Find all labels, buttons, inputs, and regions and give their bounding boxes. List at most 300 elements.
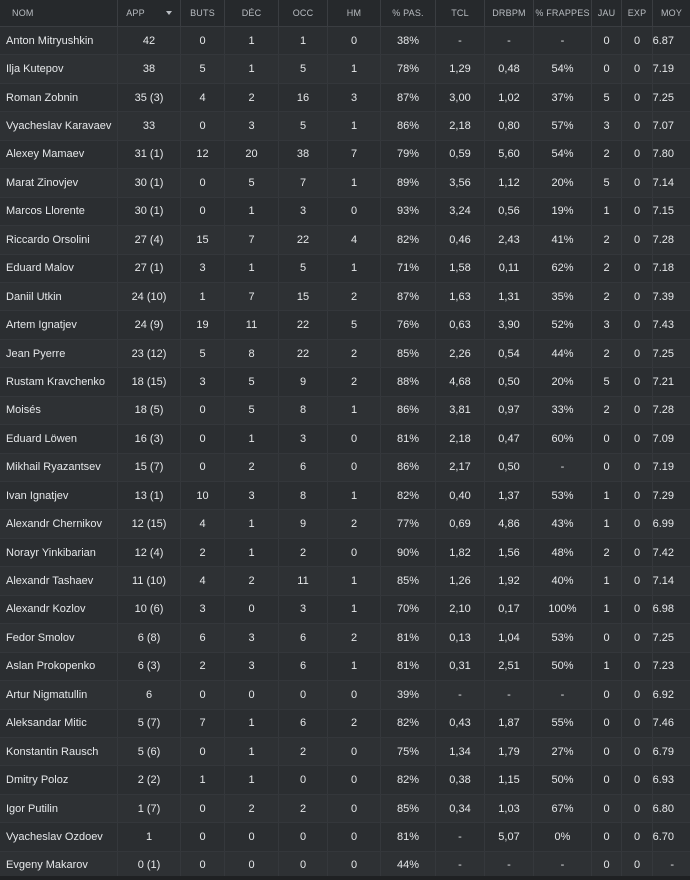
cell-yellow-cards: 5 [592,169,622,196]
cell-red-cards: 0 [622,340,653,367]
cell-tackles: 2,18 [436,425,485,452]
table-row[interactable] [0,397,690,425]
cell-goals: 0 [181,169,225,196]
cell-chances: 22 [279,226,328,253]
cell-motm: 1 [328,653,381,680]
cell-assists: 8 [225,340,279,367]
cell-chances: 9 [279,368,328,395]
cell-dribbles: 1,03 [485,795,534,822]
cell-red-cards: 0 [622,681,653,708]
table-row[interactable] [0,112,690,140]
cell-red-cards: 0 [622,198,653,225]
cell-motm: 1 [328,596,381,623]
cell-tackles: 0,38 [436,766,485,793]
cell-dribbles: 5,07 [485,823,534,850]
table-row[interactable] [0,653,690,681]
cell-assists: 0 [225,852,279,879]
cell-dribbles: 1,56 [485,539,534,566]
cell-red-cards: 0 [622,283,653,310]
column-header-app[interactable] [118,0,181,26]
cell-avg-rating: 7.39 [653,290,674,303]
cell-yellow-cards: 5 [592,84,622,111]
cell-dribbles: 1,37 [485,482,534,509]
cell-avg-rating: 7.18 [653,262,674,275]
column-header-assists[interactable] [225,0,279,26]
table-row[interactable] [0,27,690,55]
cell-app: 27 (4) [118,226,181,253]
cell-pass-pct: 81% [381,653,436,680]
cell-motm: 2 [328,368,381,395]
cell-tackles: 0,31 [436,653,485,680]
cell-yellow-cards: 0 [592,852,622,879]
cell-yellow-cards: 0 [592,425,622,452]
cell-app: 31 (1) [118,141,181,168]
table-row[interactable] [0,738,690,766]
cell-dribbles: 0,97 [485,397,534,424]
cell-avg-rating: 7.28 [653,233,674,246]
cell-motm: 0 [328,738,381,765]
cell-assists: 2 [225,84,279,111]
cell-name[interactable]: Fedor Smolov [0,624,118,651]
cell-tackles: 0,59 [436,141,485,168]
cell-shots-on-target-pct: - [534,454,592,481]
cell-name[interactable]: Eduard Malov [0,255,118,282]
column-header-label: % PAS. [392,8,424,18]
cell-name[interactable]: Alexandr Kozlov [0,596,118,623]
cell-app: 24 (10) [118,283,181,310]
table-row[interactable] [0,311,690,339]
cell-shots-on-target-pct: 43% [534,510,592,537]
cell-red-cards: 0 [622,84,653,111]
cell-shots-on-target-pct: 20% [534,368,592,395]
cell-chances: 0 [279,766,328,793]
cell-name[interactable]: Artur Nigmatullin [0,681,118,708]
cell-yellow-cards: 2 [592,226,622,253]
cell-tackles: 0,69 [436,510,485,537]
cell-tackles: - [436,681,485,708]
cell-dribbles: 0,17 [485,596,534,623]
cell-dribbles: - [485,681,534,708]
cell-name[interactable]: Marcos Llorente [0,198,118,225]
cell-app: 6 (3) [118,653,181,680]
cell-avg-rating: 7.43 [653,319,674,332]
cell-red-cards: 0 [622,141,653,168]
cell-avg-rating: 7.07 [653,120,674,133]
cell-goals: 0 [181,454,225,481]
cell-name[interactable]: Ivan Ignatjev [0,482,118,509]
column-header-pass-pct[interactable] [381,0,436,26]
cell-pass-pct: 87% [381,283,436,310]
table-row[interactable] [0,454,690,482]
cell-yellow-cards: 1 [592,596,622,623]
column-header-goals[interactable] [181,0,225,26]
cell-dribbles: 2,43 [485,226,534,253]
table-row[interactable] [0,766,690,794]
table-row[interactable] [0,681,690,709]
cell-name[interactable]: Konstantin Rausch [0,738,118,765]
cell-pass-pct: 79% [381,141,436,168]
cell-avg-rating: 7.25 [653,91,674,104]
cell-chances: 8 [279,397,328,424]
cell-assists: 5 [225,169,279,196]
cell-yellow-cards: 2 [592,539,622,566]
cell-name[interactable]: Moisés [0,397,118,424]
cell-avg-rating: 6.87 [653,34,674,47]
cell-name[interactable]: Norayr Yinkibarian [0,539,118,566]
cell-avg-rating: 7.14 [653,575,674,588]
cell-motm: 5 [328,311,381,338]
column-header-tackles[interactable] [436,0,485,26]
cell-assists: 3 [225,482,279,509]
cell-dribbles: 3,90 [485,311,534,338]
cell-yellow-cards: 0 [592,454,622,481]
cell-yellow-cards: 2 [592,141,622,168]
cell-yellow-cards: 1 [592,567,622,594]
column-header-red-cards[interactable] [622,0,653,26]
cell-assists: 5 [225,368,279,395]
cell-name[interactable]: Ilja Kutepov [0,55,118,82]
column-header-label: HM [346,8,362,18]
cell-dribbles: 0,11 [485,255,534,282]
cell-app: 23 (12) [118,340,181,367]
cell-name[interactable]: Vyacheslav Ozdoev [0,823,118,850]
cell-pass-pct: 81% [381,425,436,452]
cell-shots-on-target-pct: 50% [534,766,592,793]
cell-yellow-cards: 0 [592,55,622,82]
table-row[interactable] [0,624,690,652]
table-row[interactable] [0,425,690,453]
table-row[interactable] [0,539,690,567]
cell-motm: 2 [328,510,381,537]
cell-name[interactable]: Aslan Prokopenko [0,653,118,680]
cell-pass-pct: 82% [381,710,436,737]
cell-tackles: 0,13 [436,624,485,651]
column-header-label: % FRAPPES [535,8,590,18]
cell-app: 38 [118,55,181,82]
table-row[interactable] [0,84,690,112]
cell-tackles: 2,18 [436,112,485,139]
column-header-label: EXP [627,8,647,18]
cell-name[interactable]: Alexey Mamaev [0,141,118,168]
cell-assists: 1 [225,766,279,793]
cell-avg-rating: 7.09 [653,432,674,445]
cell-avg-rating: 7.19 [653,461,674,474]
cell-motm: 0 [328,425,381,452]
cell-pass-pct: 82% [381,226,436,253]
cell-assists: 0 [225,596,279,623]
cell-assists: 7 [225,283,279,310]
cell-name[interactable]: Aleksandar Mitic [0,710,118,737]
table-row[interactable] [0,795,690,823]
cell-shots-on-target-pct: - [534,852,592,879]
cell-tackles: 2,10 [436,596,485,623]
cell-yellow-cards: 1 [592,198,622,225]
cell-avg-rating: 6.98 [653,603,674,616]
cell-avg-rating: 7.21 [653,375,674,388]
cell-goals: 2 [181,539,225,566]
table-body [0,27,690,880]
cell-app: 12 (4) [118,539,181,566]
cell-chances: 3 [279,425,328,452]
cell-pass-pct: 81% [381,823,436,850]
cell-app: 35 (3) [118,84,181,111]
cell-name[interactable]: Marat Zinovjev [0,169,118,196]
cell-red-cards: 0 [622,112,653,139]
table-row[interactable] [0,169,690,197]
column-header-label: APP [126,8,145,18]
cell-pass-pct: 39% [381,681,436,708]
cell-motm: 1 [328,169,381,196]
column-header-label: TCL [451,8,469,18]
table-bottom-edge [0,876,690,880]
cell-goals: 1 [181,283,225,310]
cell-motm: 2 [328,710,381,737]
cell-shots-on-target-pct: - [534,27,592,54]
cell-goals: 4 [181,84,225,111]
table-row[interactable] [0,283,690,311]
cell-dribbles: 1,04 [485,624,534,651]
cell-name[interactable]: Riccardo Orsolini [0,226,118,253]
cell-red-cards: 0 [622,567,653,594]
cell-goals: 0 [181,112,225,139]
cell-pass-pct: 85% [381,795,436,822]
cell-app: 10 (6) [118,596,181,623]
cell-goals: 5 [181,340,225,367]
cell-red-cards: 0 [622,710,653,737]
cell-yellow-cards: 1 [592,510,622,537]
cell-shots-on-target-pct: 35% [534,283,592,310]
table-row[interactable] [0,55,690,83]
cell-avg-rating: 7.80 [653,148,674,161]
cell-yellow-cards: 0 [592,795,622,822]
cell-name[interactable]: Alexandr Chernikov [0,510,118,537]
cell-avg-rating: 6.70 [653,830,674,843]
cell-name[interactable]: Eduard Löwen [0,425,118,452]
cell-pass-pct: 75% [381,738,436,765]
cell-red-cards: 0 [622,482,653,509]
table-row[interactable] [0,510,690,538]
cell-avg-rating: 7.29 [653,489,674,502]
cell-red-cards: 0 [622,852,653,879]
column-header-avg-rating[interactable] [653,0,690,26]
cell-goals: 15 [181,226,225,253]
cell-shots-on-target-pct: 100% [534,596,592,623]
cell-name[interactable]: Anton Mitryushkin [0,27,118,54]
cell-goals: 3 [181,368,225,395]
cell-motm: 2 [328,340,381,367]
cell-avg-rating: 6.93 [653,774,674,787]
cell-motm: 3 [328,84,381,111]
cell-shots-on-target-pct: 27% [534,738,592,765]
cell-dribbles: 4,86 [485,510,534,537]
cell-chances: 0 [279,823,328,850]
cell-app: 42 [118,27,181,54]
cell-goals: 0 [181,27,225,54]
cell-motm: 0 [328,27,381,54]
cell-chances: 2 [279,738,328,765]
cell-dribbles: 1,31 [485,283,534,310]
table-row[interactable] [0,823,690,851]
cell-yellow-cards: 1 [592,653,622,680]
cell-chances: 2 [279,795,328,822]
table-row[interactable] [0,255,690,283]
cell-assists: 1 [225,539,279,566]
cell-pass-pct: 85% [381,567,436,594]
cell-yellow-cards: 2 [592,255,622,282]
table-row[interactable] [0,340,690,368]
table-row[interactable] [0,141,690,169]
cell-shots-on-target-pct: 67% [534,795,592,822]
cell-tackles: 1,63 [436,283,485,310]
cell-tackles: - [436,823,485,850]
cell-motm: 0 [328,852,381,879]
cell-red-cards: 0 [622,795,653,822]
cell-app: 13 (1) [118,482,181,509]
cell-shots-on-target-pct: 0% [534,823,592,850]
cell-name[interactable]: Mikhail Ryazantsev [0,454,118,481]
cell-app: 24 (9) [118,311,181,338]
cell-name[interactable]: Alexandr Tashaev [0,567,118,594]
cell-chances: 38 [279,141,328,168]
cell-tackles: 1,58 [436,255,485,282]
column-header-shots-on-target-pct[interactable] [534,0,592,26]
cell-dribbles: 1,02 [485,84,534,111]
table-row[interactable] [0,567,690,595]
cell-name[interactable]: Igor Putilin [0,795,118,822]
cell-name[interactable]: Dmitry Poloz [0,766,118,793]
column-header-chances[interactable] [279,0,328,26]
cell-app: 5 (6) [118,738,181,765]
cell-dribbles: 0,48 [485,55,534,82]
cell-goals: 12 [181,141,225,168]
cell-name[interactable]: Daniil Utkin [0,283,118,310]
cell-chances: 0 [279,681,328,708]
table-row[interactable] [0,482,690,510]
cell-shots-on-target-pct: 57% [534,112,592,139]
cell-avg-rating: 6.80 [653,802,674,815]
cell-dribbles: - [485,852,534,879]
cell-red-cards: 0 [622,624,653,651]
cell-chances: 6 [279,624,328,651]
table-row[interactable] [0,226,690,254]
cell-chances: 3 [279,596,328,623]
cell-tackles: 0,40 [436,482,485,509]
cell-shots-on-target-pct: 53% [534,482,592,509]
cell-assists: 1 [225,510,279,537]
cell-goals: 2 [181,653,225,680]
cell-assists: 2 [225,795,279,822]
cell-name[interactable]: Roman Zobnin [0,84,118,111]
cell-name[interactable]: Evgeny Makarov [0,852,118,879]
cell-assists: 1 [225,710,279,737]
cell-tackles: 0,34 [436,795,485,822]
cell-motm: 1 [328,482,381,509]
column-header-yellow-cards[interactable] [592,0,622,26]
cell-tackles: 1,82 [436,539,485,566]
cell-tackles: 3,81 [436,397,485,424]
cell-chances: 1 [279,27,328,54]
cell-motm: 0 [328,198,381,225]
cell-motm: 2 [328,624,381,651]
cell-name[interactable]: Jean Pyerre [0,340,118,367]
cell-dribbles: - [485,27,534,54]
cell-assists: 1 [225,27,279,54]
cell-app: 30 (1) [118,169,181,196]
cell-shots-on-target-pct: 33% [534,397,592,424]
column-header-name[interactable] [0,0,118,26]
cell-dribbles: 1,15 [485,766,534,793]
cell-avg-rating: 7.25 [653,631,674,644]
cell-goals: 3 [181,596,225,623]
cell-avg-rating: 7.19 [653,63,674,76]
table-row[interactable] [0,710,690,738]
table-row[interactable] [0,368,690,396]
cell-app: 6 (8) [118,624,181,651]
cell-app: 5 (7) [118,710,181,737]
cell-tackles: 4,68 [436,368,485,395]
cell-red-cards: 0 [622,766,653,793]
column-header-dribbles[interactable] [485,0,534,26]
cell-shots-on-target-pct: 44% [534,340,592,367]
cell-pass-pct: 82% [381,766,436,793]
cell-chances: 6 [279,454,328,481]
cell-motm: 7 [328,141,381,168]
cell-pass-pct: 89% [381,169,436,196]
table-row[interactable] [0,596,690,624]
sort-descending-icon[interactable] [166,11,172,15]
cell-chances: 16 [279,84,328,111]
cell-avg-rating: 7.28 [653,404,674,417]
cell-goals: 19 [181,311,225,338]
cell-tackles: 2,17 [436,454,485,481]
cell-shots-on-target-pct: 53% [534,624,592,651]
cell-goals: 0 [181,738,225,765]
cell-app: 18 (5) [118,397,181,424]
cell-app: 27 (1) [118,255,181,282]
cell-shots-on-target-pct: - [534,681,592,708]
cell-shots-on-target-pct: 60% [534,425,592,452]
cell-pass-pct: 77% [381,510,436,537]
cell-app: 16 (3) [118,425,181,452]
table-row[interactable] [0,198,690,226]
cell-avg-rating: - [670,859,674,872]
cell-chances: 5 [279,255,328,282]
cell-yellow-cards: 0 [592,823,622,850]
cell-pass-pct: 81% [381,624,436,651]
cell-pass-pct: 44% [381,852,436,879]
cell-shots-on-target-pct: 54% [534,55,592,82]
cell-assists: 1 [225,738,279,765]
cell-pass-pct: 86% [381,112,436,139]
cell-tackles: 0,63 [436,311,485,338]
cell-red-cards: 0 [622,311,653,338]
cell-shots-on-target-pct: 50% [534,653,592,680]
cell-tackles: - [436,852,485,879]
cell-avg-rating: 6.99 [653,518,674,531]
cell-chances: 0 [279,852,328,879]
cell-goals: 0 [181,425,225,452]
cell-name[interactable]: Artem Ignatjev [0,311,118,338]
cell-name[interactable]: Vyacheslav Karavaev [0,112,118,139]
cell-dribbles: 5,60 [485,141,534,168]
cell-red-cards: 0 [622,226,653,253]
cell-name[interactable]: Rustam Kravchenko [0,368,118,395]
cell-chances: 22 [279,340,328,367]
column-header-motm[interactable] [328,0,381,26]
cell-motm: 4 [328,226,381,253]
cell-dribbles: 1,12 [485,169,534,196]
cell-motm: 2 [328,283,381,310]
